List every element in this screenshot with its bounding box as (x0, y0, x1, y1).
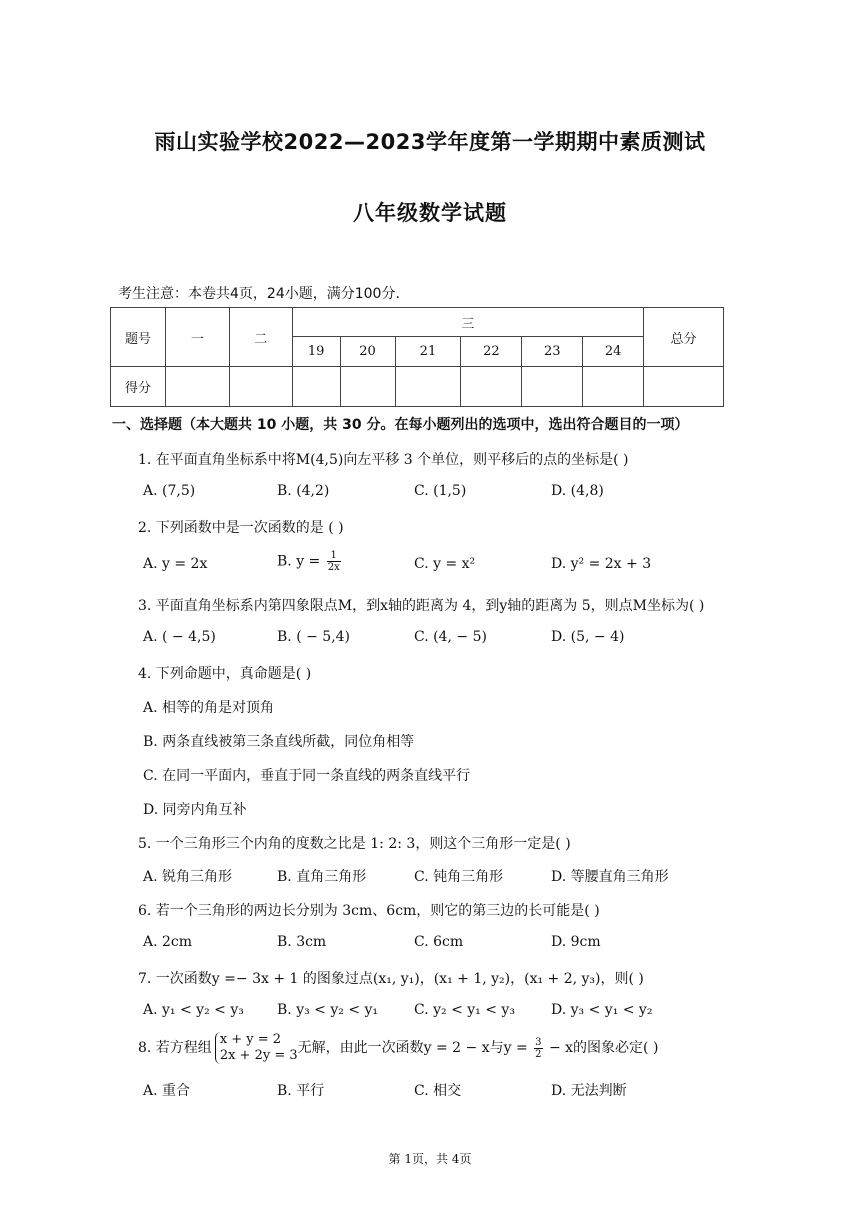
score-table-col-1: 一 (165, 308, 229, 367)
score-table-sub-col: 19 (292, 337, 340, 367)
fraction (534, 1037, 542, 1060)
option-d: D. y² = 2x + 3 (551, 556, 652, 572)
option-a: A. 重合 (143, 1083, 191, 1099)
equation-system (215, 1032, 298, 1064)
option-c: C. 6cm (414, 934, 464, 950)
question-5: 5. 一个三角形三个内角的度数之比是 1: 2: 3，则这个三角形一定是( ) (138, 836, 571, 852)
options-3 (143, 629, 763, 649)
option-b: B. 平行 (277, 1083, 325, 1099)
score-table-sub-col: 24 (583, 337, 644, 367)
equation-2: 2x + 2y = 3 (219, 1048, 298, 1063)
score-table-sub-col: 20 (340, 337, 395, 367)
question-8-suffix: − x的图象必定( ) (544, 1040, 659, 1056)
fraction-denominator: 2 (535, 1048, 542, 1060)
exam-notice: 考生注意：本卷共4页，24小题，满分100分. (118, 286, 400, 302)
fraction-numerator: 1 (327, 550, 341, 562)
option-a: A. ( − 4,5) (143, 629, 216, 645)
exam-title: 雨山实验学校2022—2023学年度第一学期期中素质测试 (154, 130, 706, 154)
score-table-total: 总分 (644, 308, 724, 367)
option-b: B. (4,2) (277, 483, 330, 499)
equation-1: x + y = 2 (219, 1032, 282, 1047)
question-4: 4. 下列命题中，真命题是( ) (138, 666, 312, 682)
score-cell (165, 367, 229, 407)
option-a: A. 相等的角是对顶角 (143, 700, 275, 716)
option-c: C. y = x² (414, 556, 476, 572)
option-c: C. y₂ < y₁ < y₃ (414, 1002, 515, 1018)
score-cell (229, 367, 292, 407)
option-a: A. y₁ < y₂ < y₃ (143, 1002, 244, 1018)
option-b-prefix: B. y = (277, 553, 325, 570)
question-8 (138, 1032, 658, 1064)
option-d: D. (4,8) (551, 483, 604, 499)
option-b: B. y₃ < y₂ < y₁ (277, 1002, 379, 1018)
option-d: D. y₃ < y₁ < y₂ (551, 1002, 653, 1018)
option-c: C. 相交 (414, 1083, 462, 1099)
option-d: D. 无法判断 (551, 1083, 627, 1099)
question-8-prefix: 8. 若方程组 (138, 1040, 212, 1056)
option-c: C. (4, − 5) (414, 629, 487, 645)
option-c: C. 钝角三角形 (414, 869, 504, 885)
fraction (327, 550, 341, 573)
fraction-numerator: 3 (535, 1036, 542, 1048)
question-3: 3. 平面直角坐标系内第四象限点M，到x轴的距离为 4，到y轴的距离为 5，则点M坐标为( ) (138, 598, 705, 614)
question-1: 1. 在平面直角坐标系中将M(4,5)向左平移 3 个单位，则平移后的点的坐标是( ) (138, 452, 629, 468)
score-table-header-label: 题号 (111, 308, 166, 367)
score-cell (644, 367, 724, 407)
option-a: A. (7,5) (143, 483, 196, 499)
score-table-col-3: 三 (292, 308, 643, 337)
options-7 (143, 1002, 763, 1022)
option-c: C. (1,5) (414, 483, 467, 499)
option-b: B. ( − 5,4) (277, 629, 351, 645)
score-cell (583, 367, 644, 407)
fraction-denominator: 2x (327, 562, 340, 573)
option-b: B. 直角三角形 (277, 869, 367, 885)
options-1 (143, 483, 763, 503)
option-d: D. 9cm (551, 934, 601, 950)
question-6: 6. 若一个三角形的两边长分别为 3cm、6cm，则它的第三边的长可能是( ) (138, 903, 600, 919)
option-c: C. 在同一平面内，垂直于同一条直线的两条直线平行 (143, 768, 471, 784)
option-b: B. 3cm (277, 934, 327, 950)
score-row-label: 得分 (111, 367, 166, 407)
option-a: A. 2cm (143, 934, 193, 950)
score-cell (292, 367, 340, 407)
score-cell (395, 367, 461, 407)
option-a: A. y = 2x (143, 556, 208, 572)
options-8 (143, 1080, 763, 1100)
score-table-sub-col: 23 (522, 337, 583, 367)
score-cell (522, 367, 583, 407)
score-cell (340, 367, 395, 407)
score-table (110, 307, 724, 407)
option-b: B. 两条直线被第三条直线所截，同位角相等 (143, 734, 415, 750)
score-table-sub-col: 22 (461, 337, 522, 367)
exam-subtitle: 八年级数学试题 (353, 201, 507, 225)
option-d: D. 同旁内角互补 (143, 802, 247, 818)
question-2: 2. 下列函数中是一次函数的是 ( ) (138, 520, 344, 536)
option-b (277, 550, 343, 573)
option-a: A. 锐角三角形 (143, 869, 233, 885)
score-cell (461, 367, 522, 407)
options-2 (143, 550, 763, 576)
question-7: 7. 一次函数y =− 3x + 1 的图象过点(x₁, y₁)，(x₁ + 1, y₂)，(x₁ + 2, y₃)，则( ) (138, 971, 644, 987)
option-d: D. 等腰直角三角形 (551, 869, 669, 885)
page-footer: 第 1页，共 4页 (388, 1152, 472, 1166)
score-table-sub-col: 21 (395, 337, 461, 367)
question-8-middle: 无解，由此一次函数y = 2 − x与y = (297, 1040, 533, 1056)
section-heading: 一、选择题（本大题共 10 小题，共 30 分。在每小题列出的选项中，选出符合题目的一项） (112, 417, 689, 433)
options-6 (143, 934, 763, 954)
score-table-col-2: 二 (229, 308, 292, 367)
option-d: D. (5, − 4) (551, 629, 625, 645)
options-5 (143, 866, 763, 886)
